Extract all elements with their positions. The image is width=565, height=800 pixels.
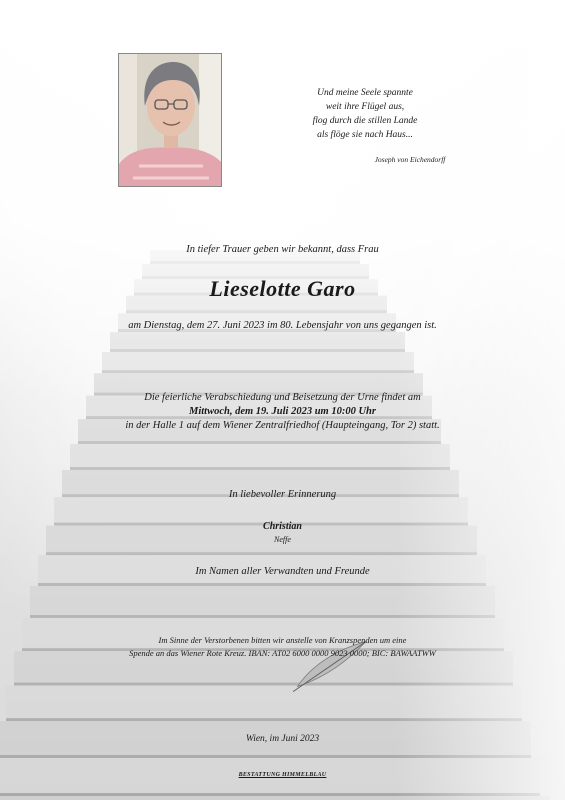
poem-line: weit ihre Flügel aus,: [325, 102, 405, 112]
funeral-home: BESTATTUNG HIMMELBLAU: [238, 772, 327, 778]
poem-line: flog durch die stillen Lande: [312, 116, 418, 126]
portrait-photo: [118, 53, 222, 187]
deceased-name: Lieselotte Garo: [209, 276, 356, 301]
family-line: Im Namen aller Verwandten und Freunde: [195, 566, 370, 577]
mourner-name: Christian: [263, 521, 302, 532]
ceremony-location: in der Halle 1 auf dem Wiener Zentralfriedhof (Haupteingang, Tor 2) statt.: [125, 420, 440, 431]
poem-author: Joseph von Eichendorff: [374, 155, 446, 164]
memory-heading: In liebevoller Erinnerung: [228, 489, 337, 500]
poem-line: als flöge sie nach Haus...: [317, 130, 413, 140]
donation-line-2: Spende an das Wiener Rote Kreuz. IBAN: AT02 6000 0000 9023 0000; BIC: BAWAATWW: [129, 648, 436, 658]
donation-line-1: Im Sinne der Verstorbenen bitten wir anstelle von Kranzspenden um eine: [158, 635, 407, 645]
announcement-intro: In tiefer Trauer geben wir bekannt, dass Frau: [186, 244, 379, 255]
poem-line: Und meine Seele spannte: [317, 88, 413, 98]
mourner-relation: Neffe: [274, 535, 291, 544]
poem: [300, 86, 430, 142]
ceremony-date-time: Mittwoch, dem 19. Juli 2023 um 10:00 Uhr: [189, 406, 376, 417]
death-notice: am Dienstag, dem 27. Juni 2023 im 80. Lebensjahr von uns gegangen ist.: [128, 320, 437, 331]
place-date: Wien, im Juni 2023: [245, 734, 320, 744]
ceremony-line-1: Die feierliche Verabschiedung und Beisetzung der Urne findet am: [144, 392, 421, 403]
